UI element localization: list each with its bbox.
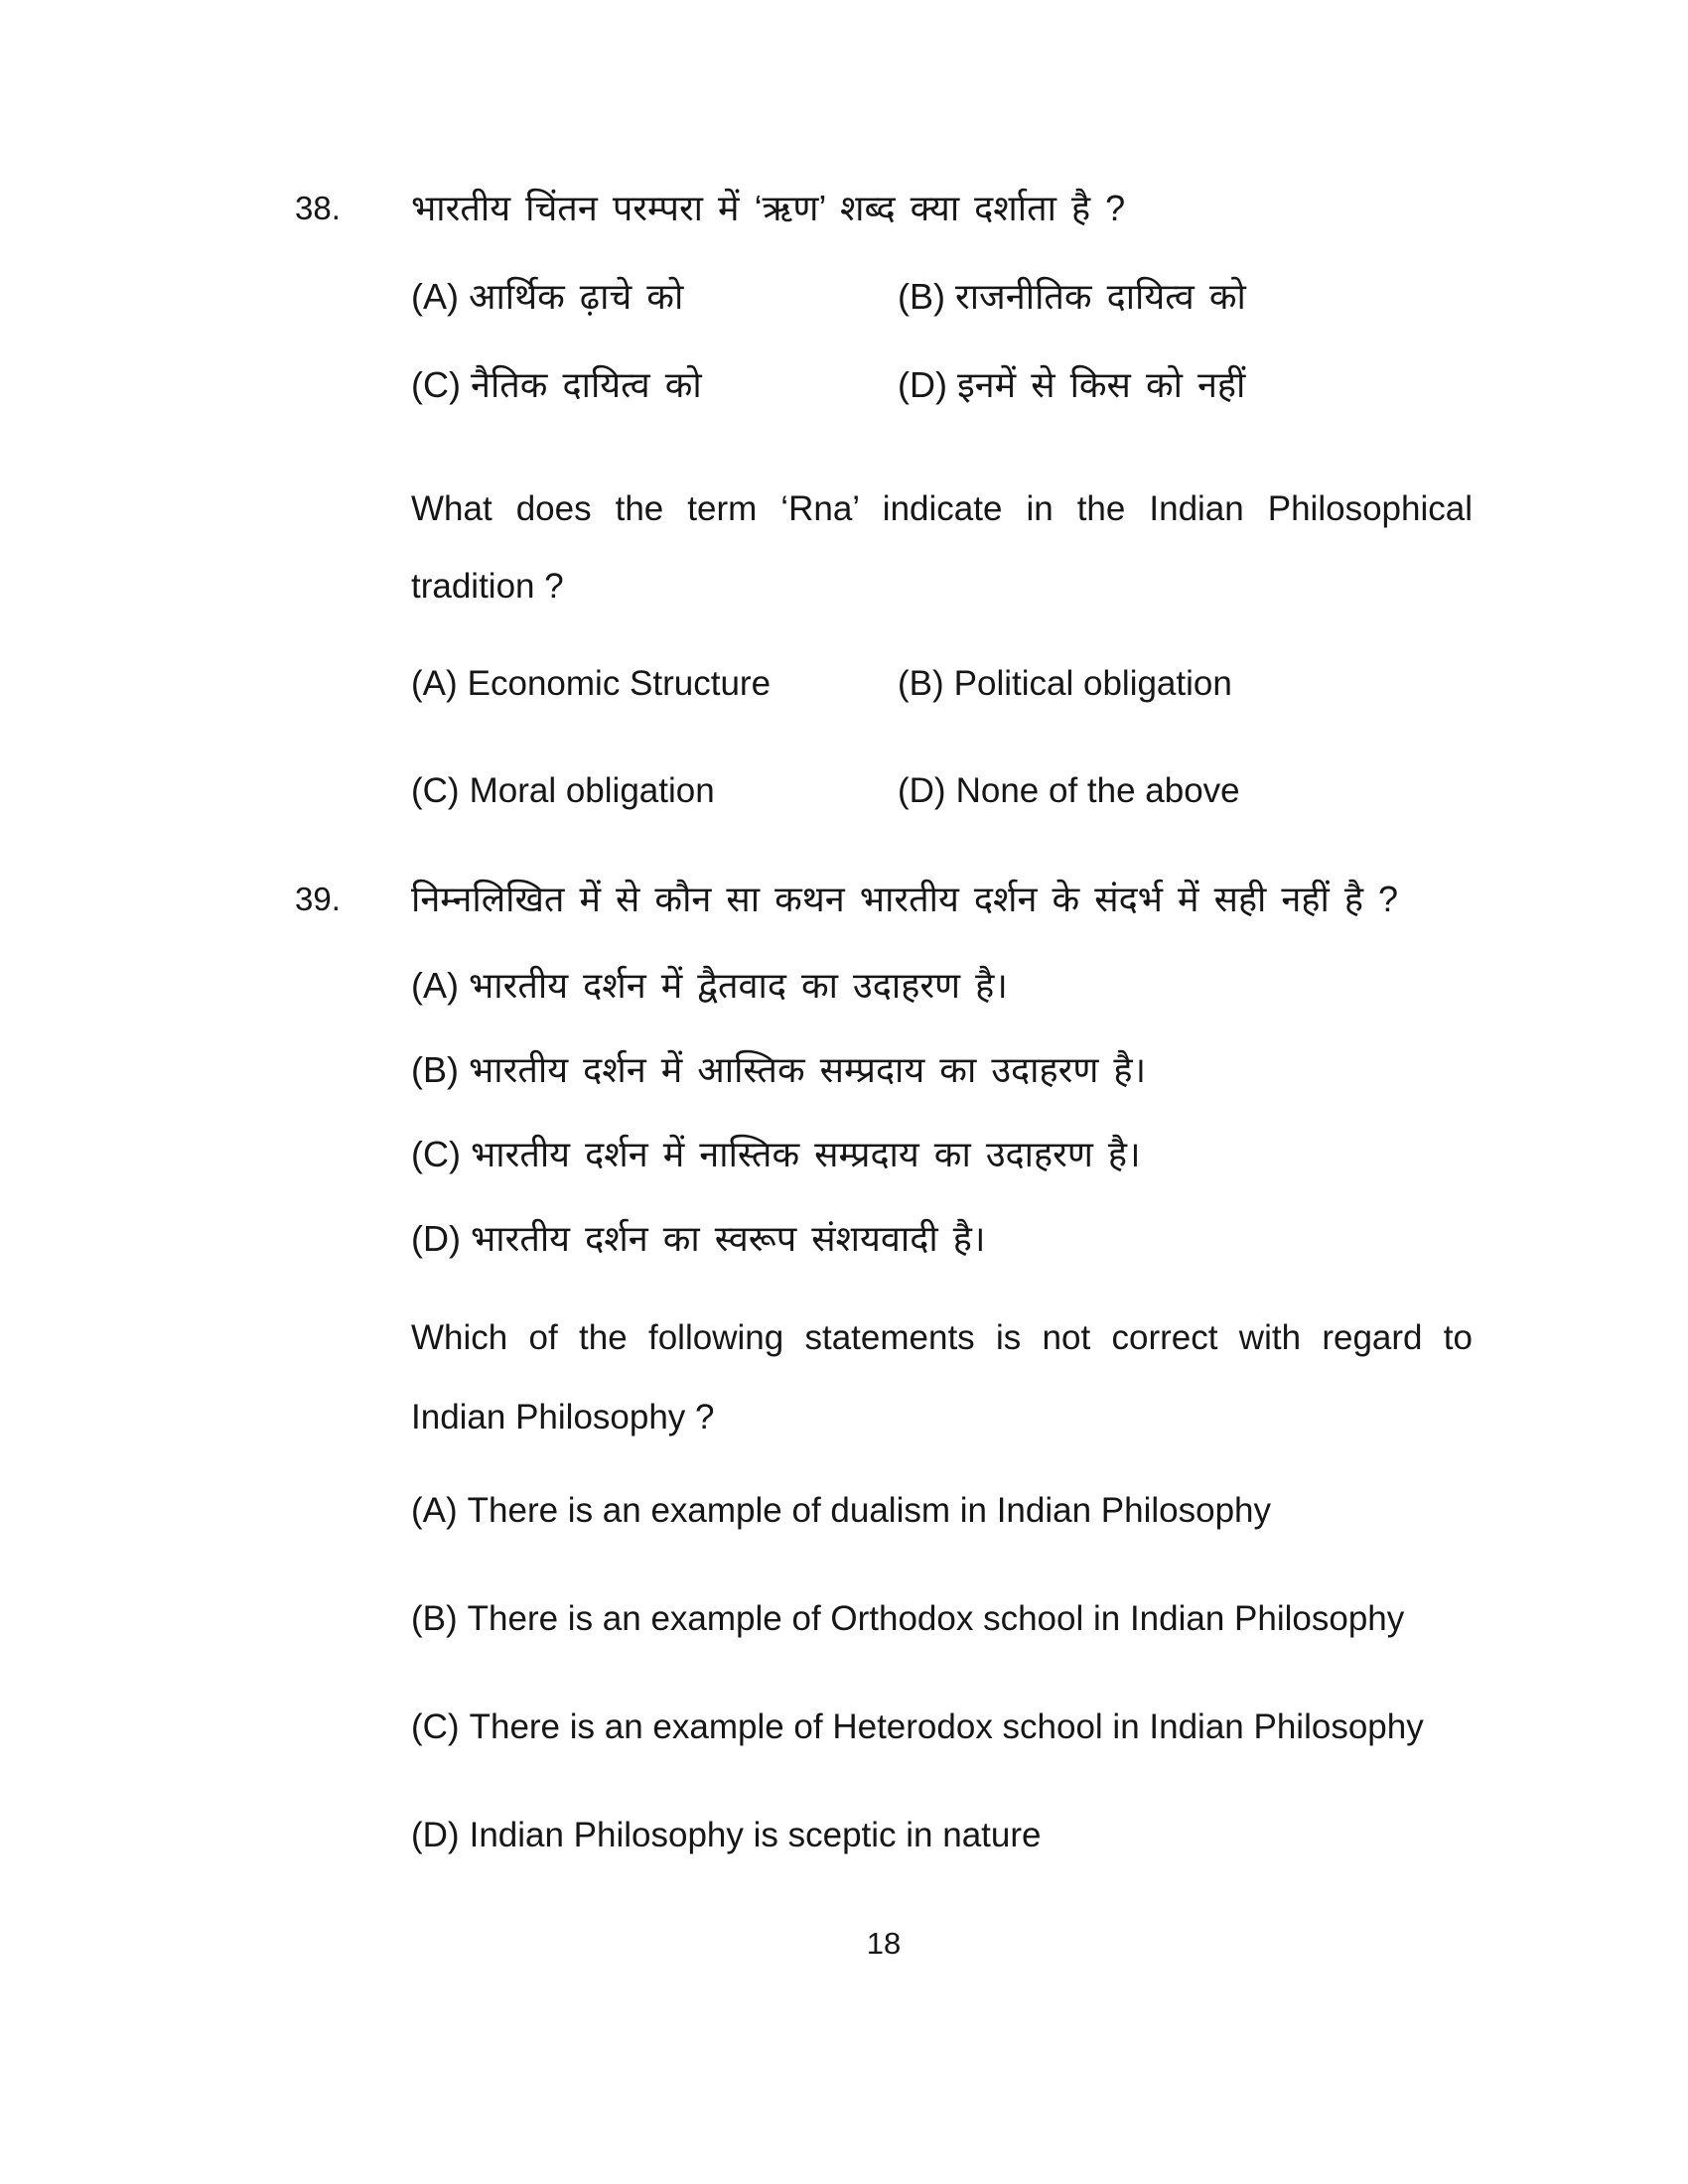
option-text: Economic Structure [467, 664, 772, 703]
option-text: भारतीय दर्शन में आस्तिक सम्प्रदाय का उदाहरण है। [469, 1049, 1147, 1090]
option-item [898, 360, 1473, 410]
option-text: There is an example of Heterodox school in Indian Philosophy [469, 1707, 1424, 1746]
option-text: भारतीय दर्शन में द्वैतवाद का उदाहरण है। [469, 965, 1008, 1006]
option-label: (D) [411, 1218, 461, 1259]
option-item [898, 659, 1473, 709]
option-text: Indian Philosophy is sceptic in nature [469, 1816, 1042, 1854]
option-item [411, 1811, 1473, 1860]
option-item [411, 272, 898, 322]
question-text-english [411, 1298, 1473, 1457]
option-label: (A) [411, 276, 459, 317]
option-item [898, 272, 1473, 322]
option-text: There is an example of dualism in Indian Philosophy [467, 1491, 1271, 1530]
option-item [411, 961, 1473, 1011]
option-item [411, 1214, 1473, 1264]
option-text: भारतीय दर्शन में नास्तिक सम्प्रदाय का उदाहरण है। [470, 1134, 1141, 1174]
question-number: 38. [295, 190, 341, 226]
option-item [411, 659, 898, 709]
option-label: (A) [411, 965, 459, 1006]
option-label: (D) [898, 364, 947, 405]
question-block-38 [295, 184, 1473, 816]
option-text: Moral obligation [469, 771, 715, 810]
question-text-english [411, 471, 1473, 625]
option-item [411, 1045, 1473, 1095]
option-label: (D) [411, 1816, 460, 1854]
option-item [411, 766, 898, 816]
option-label: (B) [411, 1599, 458, 1638]
option-label: (B) [898, 664, 944, 703]
option-item [898, 766, 1473, 816]
option-label: (B) [411, 1049, 459, 1090]
option-item [411, 1130, 1473, 1179]
option-text: None of the above [955, 771, 1240, 810]
page-number: 18 [866, 1926, 902, 1961]
english-question-line: Indian Philosophy ? [411, 1398, 715, 1436]
english-options-grid [411, 659, 1473, 816]
question-block-39 [295, 875, 1473, 1860]
option-item [411, 360, 898, 410]
question-number: 39. [295, 881, 341, 917]
question-text-hindi: भारतीय चिंतन परम्परा में ‘ऋण’ शब्द क्या दर्शाता है ? [411, 188, 1126, 228]
option-text: भारतीय दर्शन का स्वरूप संशयवादी है। [470, 1218, 986, 1259]
english-question-line: What does the term ‘Rna’ indicate in the Indian Philosophical [411, 489, 1473, 528]
option-text: नैतिक दायित्व को [470, 364, 702, 405]
option-item [411, 1703, 1473, 1752]
hindi-options-list [411, 961, 1473, 1264]
option-text: इनमें से किस को नहीं [956, 364, 1246, 405]
question-38-heading [295, 184, 1473, 233]
option-label: (D) [898, 771, 946, 810]
option-label: (C) [411, 364, 461, 405]
english-question-line: tradition ? [411, 567, 564, 606]
english-question-line: Which of the following statements is not correct with regard to [411, 1318, 1473, 1357]
option-label: (C) [411, 1134, 461, 1174]
question-39-body [411, 961, 1473, 1860]
question-39-heading [295, 875, 1473, 924]
option-text: आर्थिक ढ़ाचे को [469, 276, 684, 317]
option-item [411, 1486, 1473, 1536]
question-38-body [411, 272, 1473, 816]
option-label: (A) [411, 1491, 458, 1530]
option-text: Political obligation [953, 664, 1232, 703]
option-text: राजनीतिक दायित्व को [955, 276, 1246, 317]
question-text-hindi: निम्नलिखित में से कौन सा कथन भारतीय दर्शन के संदर्भ में सही नहीं है ? [411, 879, 1399, 919]
option-label: (C) [411, 771, 460, 810]
option-label: (A) [411, 664, 458, 703]
option-text: There is an example of Orthodox school in Indian Philosophy [467, 1599, 1405, 1638]
option-label: (C) [411, 1707, 460, 1746]
option-item [411, 1594, 1473, 1644]
hindi-options-grid [411, 272, 1473, 410]
english-options-list [411, 1486, 1473, 1860]
option-label: (B) [898, 276, 945, 317]
